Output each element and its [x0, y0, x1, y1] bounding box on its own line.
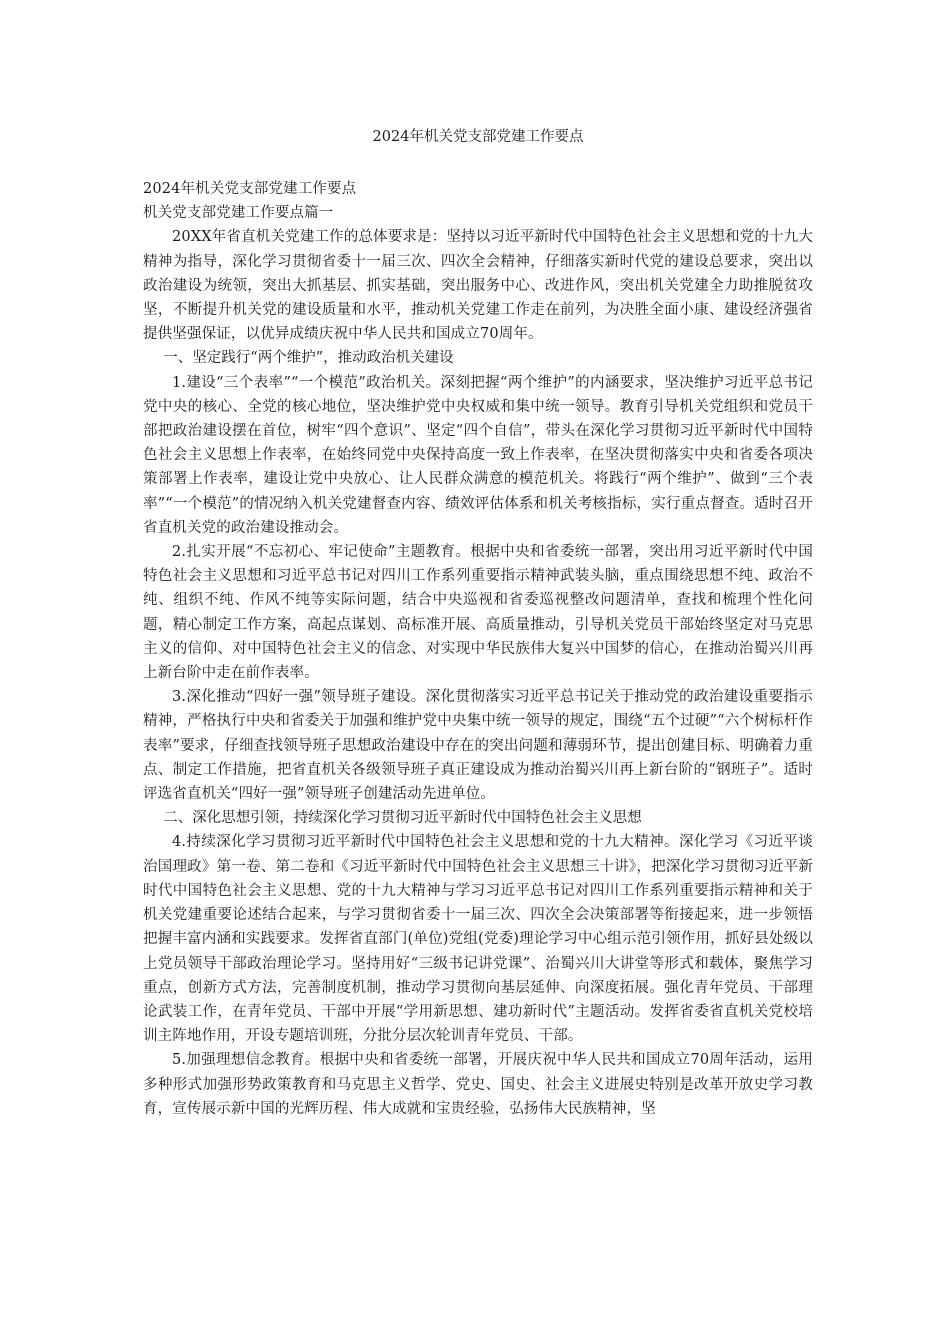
- document-body: [143, 177, 813, 1121]
- document-title: 2024年机关党支部党建工作要点: [372, 129, 584, 145]
- paragraph-item-5: 5.加强理想信念教育。根据中央和省委统一部署，开展庆祝中华人民共和国成立70周年活动，运用多种形式加强形势政策教育和马克思主义哲学、党史、国史、社会主义进展史特别是改革开放史学习教育，宣传展示新中国的光辉历程、伟大成就和宝贵经验，弘扬伟大民族精神，坚: [143, 1052, 813, 1117]
- paragraph-item-3: 3.深化推动“四好一强”领导班子建设。深化贯彻落实习近平总书记关于推动党的政治建设重要指示精神，严格执行中央和省委关于加强和维护党中央集中统一领导的规定，围绕“五个过硬”“六个树标杆作表率”要求，仔细查找领导班子思想政治建设中存在的突出问题和薄弱环节，提出创建目标、明确着力重点、制定工作措施，把省直机关各级领导班子真正建设成为推动治蜀兴川再上新台阶的“钢班子”。适时评选省直机关“四好一强”领导班子创建活动先进单位。: [143, 689, 813, 803]
- section-label: 机关党支部党建工作要点篇一: [143, 205, 334, 222]
- paragraph-item-2: 2.扎实开展“不忘初心、牢记使命”主题教育。根据中央和省委统一部署，突出用习近平新时代中国特色社会主义思想和习近平总书记对四川工作系列重要指示精神武装头脑，重点围绕思想不纯、政治不纯、组织不纯、作风不纯等实际问题，结合中央巡视和省委巡视整改问题清单，查找和梳理个性化问题，精心制定工作方案，高起点谋划、高标准开展、高质量推动，引导机关党员干部始终坚定对马克思主义的信仰、对中国特色社会主义的信念、对实现中华民族伟大复兴中国梦的信心，在推动治蜀兴川再上新台阶中走在前作表率。: [143, 544, 813, 682]
- paragraph-intro: 20XX年省直机关党建工作的总体要求是：坚持以习近平新时代中国特色社会主义思想和党的十九大精神为指导，深化学习贯彻省委十一届三次、四次全会精神，仔细落实新时代党的建设总要求，突出以政治建设为统领，突出大抓基层、抓实基础，突出服务中心、改进作风，突出机关党建全力助推脱贫攻坚，不断提升机关党的建设质量和水平，推动机关党建工作走在前列，为决胜全面小康、建设经济强省提供坚强保证，以优异成绩庆祝中华人民共和国成立70周年。: [143, 229, 813, 343]
- heading-section-2: 二、深化思想引领，持续深化学习贯彻习近平新时代中国特色社会主义思想: [163, 810, 642, 827]
- heading-section-1: 一、坚定践行“两个维护”，推动政治机关建设: [163, 350, 454, 367]
- document-subtitle: 2024年机关党支部党建工作要点: [143, 181, 357, 197]
- paragraph-item-4: 4.持续深化学习贯彻习近平新时代中国特色社会主义思想和党的十九大精神。深化学习《习近平谈治国理政》第一卷、第二卷和《习近平新时代中国特色社会主义思想三十讲》，把深化学习贯彻习近平新时代中国特色社会主义思想、党的十九大精神与学习习近平总书记对四川工作系列重要指示精神和关于机关党建重要论述结合起来，与学习贯彻省委十一届三次、四次全会决策部署等衔接起来，进一步领悟把握丰富内涵和实践要求。发挥省直部门(单位)党组(党委)理论学习中心组示范引领作用，抓好县处级以上党员领导干部政治理论学习。坚持用好“三级书记讲党课”、治蜀兴川大讲堂等形式和载体，聚焦学习重点，创新方式方法，完善制度机制，推动学习贯彻向基层延伸、向深度拓展。强化青年党员、干部理论武装工作，在青年党员、干部中开展“学用新思想、建功新时代”主题活动。发挥省委省直机关党校培训主阵地作用，开设专题培训班，分批分层次轮训青年党员、干部。: [143, 834, 813, 1045]
- paragraph-item-1: 1.建设“三个表率”“一个模范”政治机关。深刻把握“两个维护”的内涵要求，坚决维护习近平总书记党中央的核心、全党的核心地位，坚决维护党中央权威和集中统一领导。教育引导机关党组织和党员干部把政治建设摆在首位，树牢“四个意识”、坚定“四个自信”，带头在深化学习贯彻习近平新时代中国特色社会主义思想上作表率，在始终同党中央保持高度一致上作表率，在坚决贯彻落实中央和省委各项决策部署上作表率，建设让党中央放心、让人民群众满意的模范机关。将践行“两个维护”、做到“三个表率”“一个模范”的情况纳入机关党建督查内容、绩效评估体系和机关考核指标，实行重点督查。适时召开省直机关党的政治建设推动会。: [143, 374, 813, 536]
